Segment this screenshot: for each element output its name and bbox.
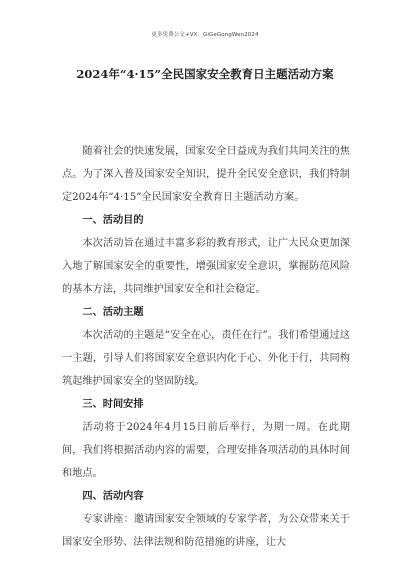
document-title: 2024年“4·15”全民国家安全教育日主题活动方案 [76,67,334,81]
section-paragraph: 本次活动旨在通过丰富多彩的教育形式，让广大民众更加深入地了解国家安全的重要性，增强国家安全意识，掌握防范风险的基本方法，共同维护国家安全和社会稳定。 [62,238,350,295]
section-paragraph: 本次活动的主题是“安全在心，责任在行”。我们希望通过这一主题，引导人们将国家安全意识内化于心、外化于行，共同构筑起维护国家安全的坚固防线。 [62,330,350,387]
header-note: 更多免费公文+VX：GiGeGongWen2024 [151,32,259,38]
intro-paragraph: 随着社会的快速发展，国家安全日益成为我们共同关注的焦点。为了深入普及国家安全知识，提升全民安全意识，我们特制定2024年“4·15”全民国家安全教育日主题活动方案。 [62,146,350,203]
section-paragraph: 活动将于2024年4月15日前后举行，为期一周。在此期间，我们将根据活动内容的需要，合理安排各项活动的具体时间和地点。 [62,422,350,479]
section-heading: 三、时间安排 [82,398,144,410]
document-body [62,140,350,554]
section-heading: 一、活动目的 [82,214,144,226]
section-heading: 四、活动内容 [82,490,144,502]
section-heading: 二、活动主题 [82,306,144,318]
section-paragraph: 专家讲座：邀请国家安全领域的专家学者，为公众带来关于国家安全形势、法律法规和防范措施的讲座，让大 [62,514,350,548]
